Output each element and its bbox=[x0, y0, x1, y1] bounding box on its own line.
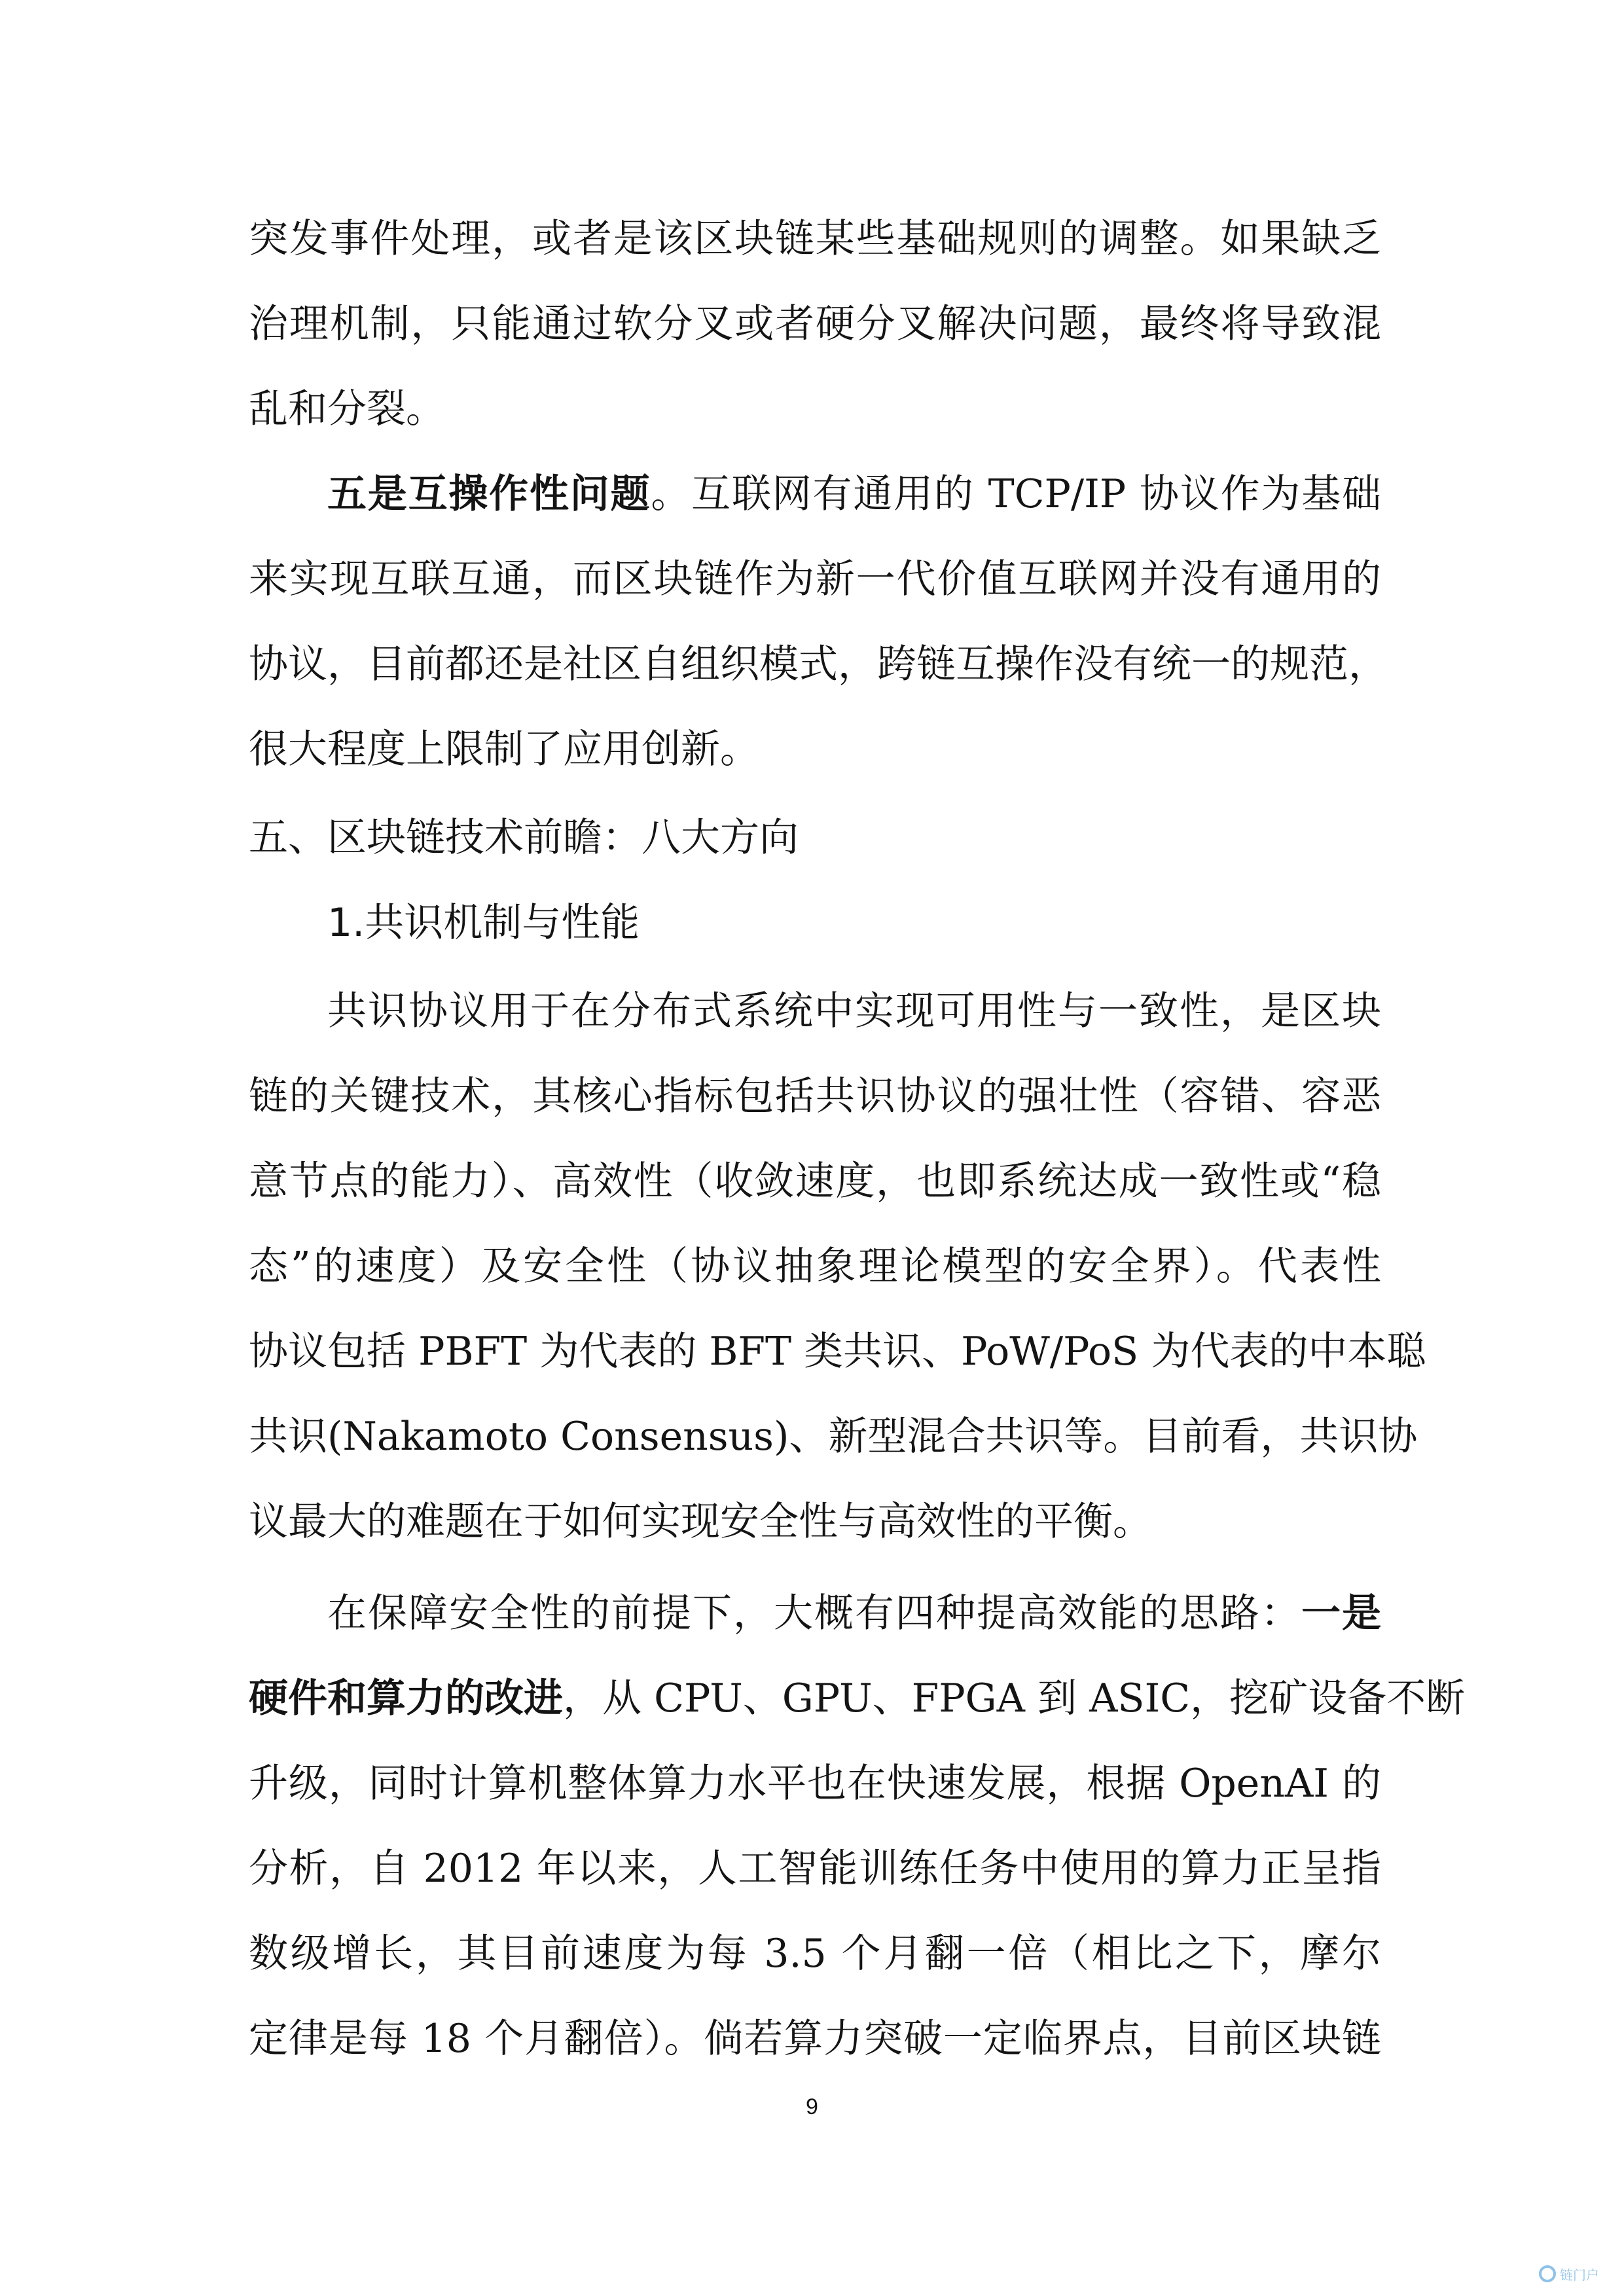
text-line: 协议包括 PBFT 为代表的 BFT 类共识、PoW/PoS 为代表的中本聪 bbox=[249, 1329, 1426, 1374]
text-line: 意节点的能力）、高效性（收敛速度，也即系统达成一致性或“稳 bbox=[249, 1158, 1381, 1204]
text-line bbox=[327, 452, 1381, 537]
logo-text: 链门户 bbox=[1560, 2267, 1599, 2283]
text-span: 在保障安全性的前提下，大概有四种提高效能的思路： bbox=[327, 1590, 1301, 1636]
text-line: 乱和分裂。 bbox=[249, 386, 445, 432]
text-span: ，从 CPU、GPU、FPGA 到 ASIC，挖矿设备不断 bbox=[563, 1676, 1466, 1721]
text-line: 来实现互联互通，而区块链作为新一代价值互联网并没有通用的 bbox=[249, 556, 1381, 602]
text-line: 很大程度上限制了应用创新。 bbox=[249, 726, 759, 772]
text-line: 定律是每 18 个月翻倍）。倘若算力突破一定临界点，目前区块链 bbox=[249, 2016, 1381, 2062]
bold-phrase: 一是 bbox=[1301, 1590, 1381, 1636]
text-line: 治理机制，只能通过软分叉或者硬分叉解决问题，最终将导致混 bbox=[249, 301, 1381, 347]
corner-logo bbox=[1539, 2261, 1611, 2287]
text-line: 共识协议用于在分布式系统中实现可用性与一致性，是区块 bbox=[327, 988, 1381, 1034]
text-line: 共识(Nakamoto Consensus)、新型混合共识等。目前看，共识协 bbox=[249, 1414, 1418, 1460]
text-line: 协议，目前都还是社区自组织模式，跨链互操作没有统一的规范， bbox=[249, 641, 1388, 687]
text-line bbox=[249, 1656, 1466, 1741]
subsection-heading: 1.共识机制与性能 bbox=[327, 900, 640, 946]
text-span: 。互联网有通用的 TCP/IP 协议作为基础 bbox=[651, 471, 1382, 517]
text-line: 突发事件处理，或者是该区块链某些基础规则的调整。如果缺乏 bbox=[249, 216, 1381, 262]
text-line: 升级，同时计算机整体算力水平也在快速发展，根据 OpenAI 的 bbox=[249, 1761, 1381, 1806]
logo-icon bbox=[1539, 2265, 1556, 2282]
bold-phrase: 五是互操作性问题 bbox=[327, 471, 651, 517]
text-line bbox=[327, 1571, 1381, 1656]
section-heading: 五、区块链技术前瞻：八大方向 bbox=[249, 815, 799, 861]
page-number: 9 bbox=[806, 2094, 818, 2119]
text-line: 议最大的难题在于如何实现安全性与高效性的平衡。 bbox=[249, 1499, 1152, 1545]
text-line: 态”的速度）及安全性（协议抽象理论模型的安全界）。代表性 bbox=[249, 1244, 1381, 1289]
text-line: 链的关键技术，其核心指标包括共识协议的强壮性（容错、容恶 bbox=[249, 1073, 1381, 1119]
bold-phrase: 硬件和算力的改进 bbox=[249, 1676, 563, 1721]
text-line: 分析，自 2012 年以来，人工智能训练任务中使用的算力正呈指 bbox=[249, 1846, 1381, 1892]
text-line: 数级增长，其目前速度为每 3.5 个月翻一倍（相比之下，摩尔 bbox=[249, 1931, 1381, 1977]
